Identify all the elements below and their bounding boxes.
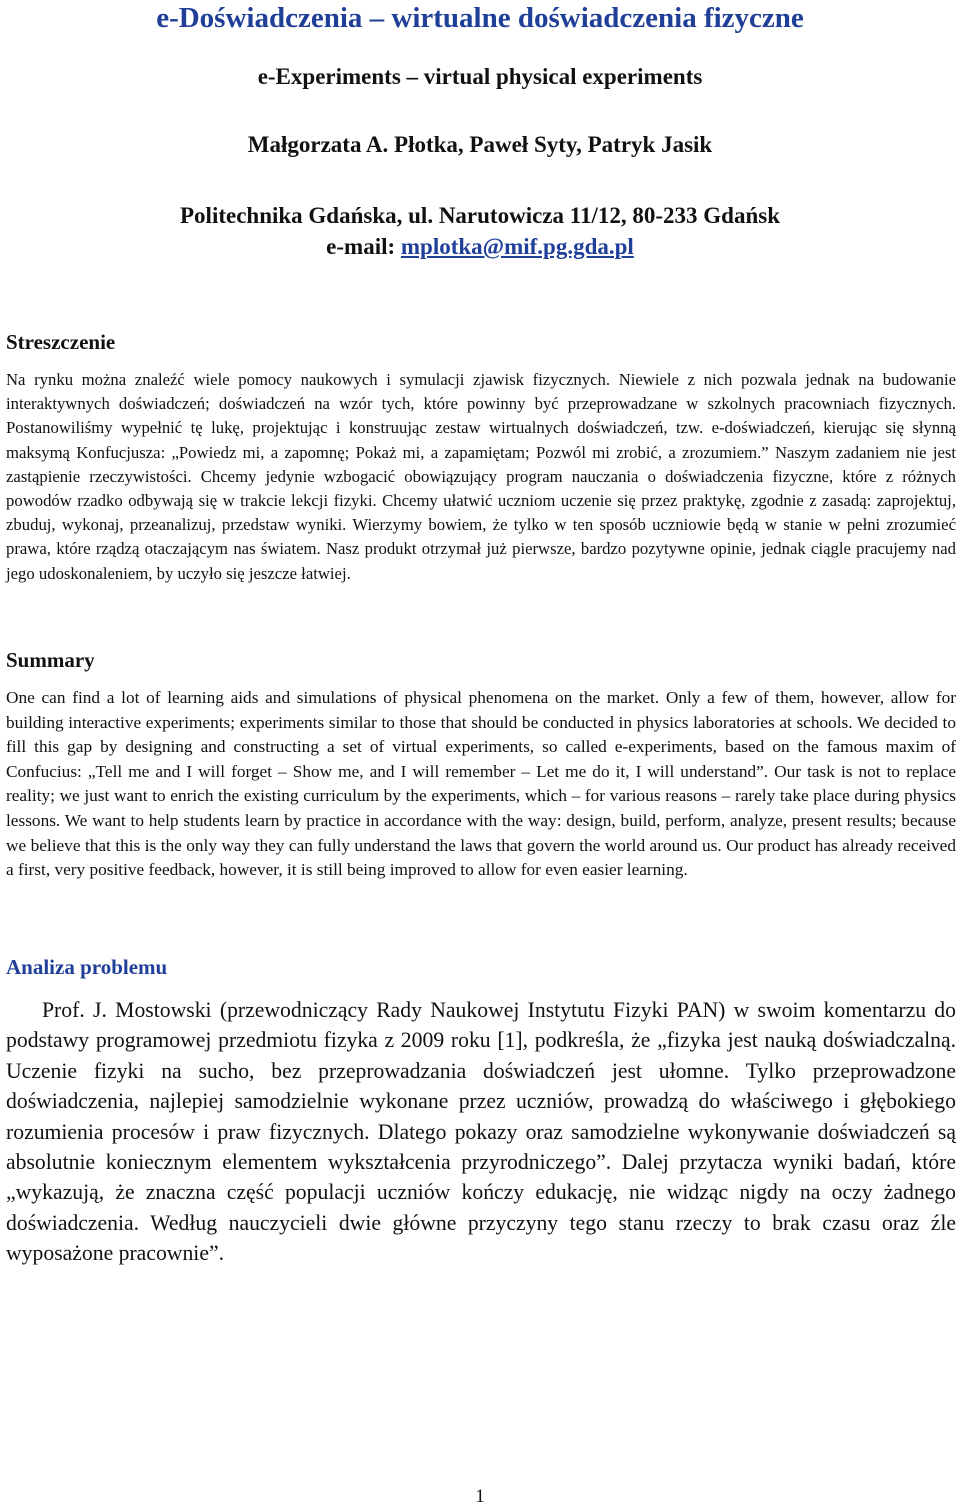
- abstract-heading: Streszczenie: [6, 330, 116, 354]
- section-heading-analysis: Analiza problemu: [6, 955, 168, 979]
- summary-text: One can find a lot of learning aids and simulations of physical phenomena on the market. Only a few of them, however, allow for building interactive experiments; experiments similar to those that should be conducted in physics laboratories at schools. We decided to fill this gap by designing and constructing a set of virtual experiments, so called e-experiments, based on the famous maxim of Confucius: „Tell me and I will forget – Show me, and I will remember – Let me do it, I will understand”. Our task is not to replace reality; we just want to enrich the existing curriculum by the experiments, which – for various reasons – rarely take place during physics lessons. We want to help students learn by practice in accordance with the way: design, build, perform, analyze, present results; because we believe that this is the only way they can fully understand the laws that govern the world around us. Our product has already received a first, very positive feedback, however, it is still being improved to allow for even easier learning.: [6, 688, 956, 880]
- paper-title: e-Doświadczenia – wirtualne doświadczenia fizyczne: [156, 2, 804, 34]
- paper-subtitle: e-Experiments – virtual physical experiments: [257, 64, 703, 89]
- email-line: [0, 231, 960, 262]
- author-list: Małgorzata A. Płotka, Paweł Syty, Patryk Jasik: [247, 132, 713, 157]
- email-label: e-mail:: [326, 234, 401, 259]
- analysis-text: Prof. J. Mostowski (przewodniczący Rady Naukowej Instytutu Fizyki PAN) w swoim komentarzu do podstawy programowej przedmiotu fizyka z 2009 roku [1], podkreśla, że „fizyka jest nauką doświadczalną. Uczenie fizyki na sucho, bez przeprowadzania doświadczeń jest ułomne. Tylko przeprowadzone doświadczenia, najlepiej samodzielnie wykonane przez uczniów, prowadzą do właściwego i głębokiego rozumienia procesów i praw fizycznych. Dlatego pokazy oraz samodzielne wykonywanie doświadczeń są absolutnie koniecznym elementem wykształcenia przyrodniczego”. Dalej przytacza wyniki badań, które „wykazują, że znaczna część populacji uczniów kończy edukację, nie widząc nigdy na oczy żadnego doświadczenia. Według nauczycieli dwie główne przyczyny tego stanu rzeczy to brak czasu oraz źle wyposażone pracownie”.: [6, 998, 956, 1266]
- summary-heading: Summary: [6, 648, 95, 672]
- affiliation-address: Politechnika Gdańska, ul. Narutowicza 11/12, 80-233 Gdańsk: [180, 203, 780, 228]
- email-link[interactable]: mplotka@mif.pg.gda.pl: [400, 234, 634, 259]
- abstract-text: Na rynku można znaleźć wiele pomocy naukowych i symulacji zjawisk fizycznych. Niewiele z nich pozwala jednak na budowanie interaktywnych doświadczeń; doświadczeń na wzór tych, które powinny być przeprowadzane w szkolnych pracowniach fizycznych. Postanowiliśmy wypełnić tę lukę, projektując i konstruując zestaw wirtualnych doświadczeń, tzw. e-doświadczeń, kierując się słynną maksymą Konfucjusza: „Powiedz mi, a zapomnę; Pokaż mi, a zapamiętam; Pozwól mi zrobić, a zrozumiem.” Naszym zadaniem nie jest zastąpienie rzeczywistości. Chcemy jedynie wzbogacić obowiązujący program nauczania o doświadczenia fizyczne, które z różnych powodów rzadko odbywają się w trakcie lekcji fizyki. Chcemy ułatwić uczniom uczenie się przez praktykę, zgodnie z zasadą: zaprojektuj, zbuduj, wykonaj, przeanalizuj, przedstaw wyniki. Wierzymy bowiem, że tylko w ten sposób uczniowie będą w stanie w pełni zrozumieć prawa, które rządzą otaczającym nas światem. Nasz produkt otrzymał już pierwsze, bardzo pozytywne opinie, jednak ciągle pracujemy nad jego udoskonaleniem, by uczyło się jeszcze łatwiej.: [6, 370, 956, 583]
- affiliation-block: [0, 200, 960, 262]
- page-number: 1: [475, 1486, 485, 1507]
